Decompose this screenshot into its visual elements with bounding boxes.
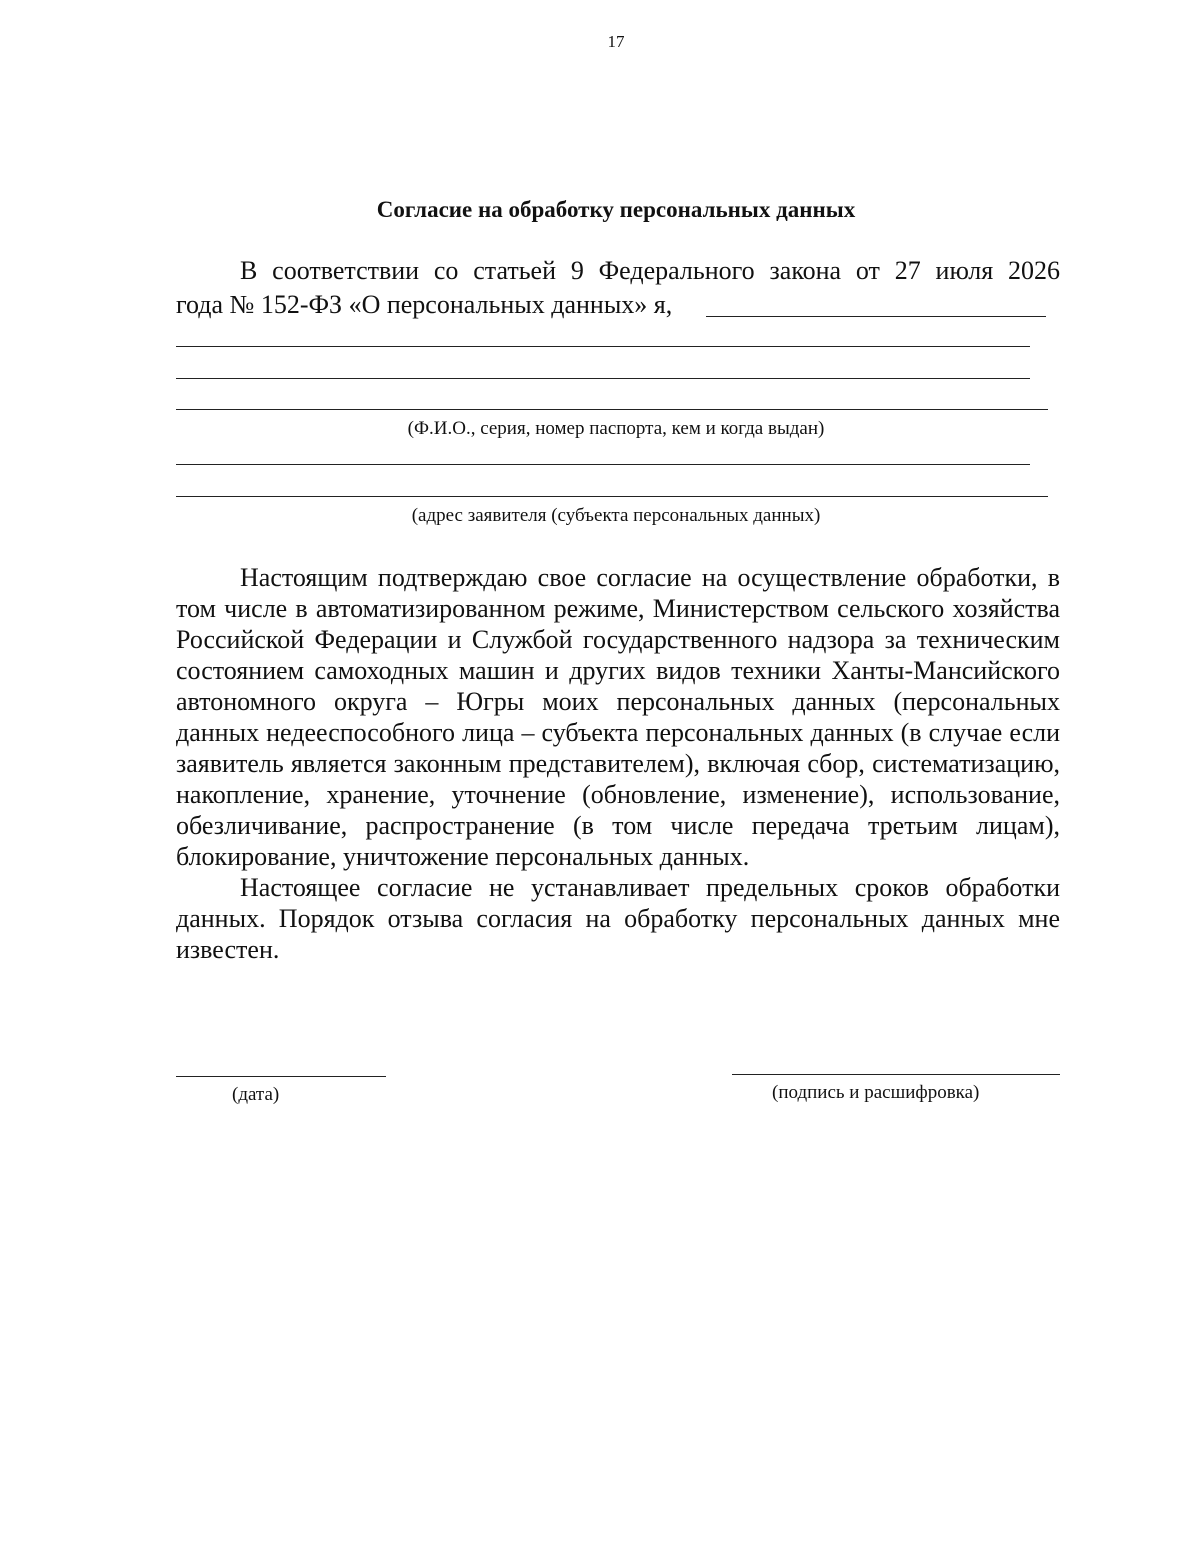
- date-blank-line[interactable]: [176, 1076, 386, 1077]
- consent-body: [176, 562, 1060, 965]
- passport-blank-line-1[interactable]: [176, 346, 1030, 347]
- intro-line-1: В соответствии со статьей 9 Федерального закона от 27 июля 2026: [240, 256, 1060, 285]
- consent-paragraph-1: Настоящим подтверждаю свое согласие на осуществление обработки, в том числе в автоматизированном режиме, Министерством сельского хозяйства Российской Федерации и Службой государственного надзора за техническим состоянием самоходных машин и других видов техники Ханты-Мансийского автономного округа – Югры моих персональных данных (персональных данных недееспособного лица – субъекта персональных данных (в случае если заявитель является законным представителем), включая сбор, систематизацию, накопление, хранение, уточнение (обновление, изменение), использование, обезличивание, распространение (в том числе передача третьим лицам), блокирование, уничтожение персональных данных.: [176, 563, 1060, 871]
- signature-blank-line[interactable]: [732, 1074, 1060, 1075]
- name-blank-line[interactable]: [706, 316, 1046, 317]
- page-number: 17: [607, 32, 625, 51]
- intro-line-2: года № 152-ФЗ «О персональных данных» я,: [176, 290, 673, 319]
- passport-blank-line-3[interactable]: [176, 409, 1048, 410]
- address-caption: (адрес заявителя (субъекта персональных данных): [411, 505, 821, 526]
- intro-paragraph: [176, 254, 1060, 322]
- signature-label: (подпись и расшифровка): [772, 1082, 980, 1103]
- address-blank-line-1[interactable]: [176, 464, 1030, 465]
- passport-caption: (Ф.И.О., серия, номер паспорта, кем и когда выдан): [407, 418, 825, 439]
- address-blank-line-2[interactable]: [176, 496, 1048, 497]
- consent-paragraph-2: Настоящее согласие не устанавливает предельных сроков обработки данных. Порядок отзыва согласия на обработку персональных данных мне известен.: [176, 873, 1060, 964]
- date-label: (дата): [232, 1084, 280, 1105]
- document-title: Согласие на обработку персональных данных: [376, 197, 856, 222]
- passport-blank-line-2[interactable]: [176, 378, 1030, 379]
